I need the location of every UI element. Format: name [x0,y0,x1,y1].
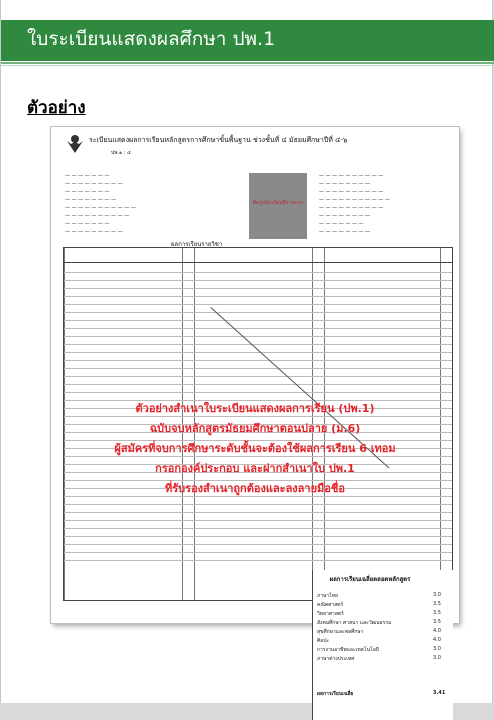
summary-row: สังคมศึกษา ศาสนา และวัฒนธรรม [317,620,392,626]
summary-row: สุขศึกษาและพลศึกษา [317,629,364,635]
header-stripe [1,58,494,61]
summary-value: 3.0 [433,655,441,661]
document-title: ระเบียนแสดงผลการเรียนหลักสูตรการศึกษาขั้นพื้นฐาน ช่วงชั้นที่ ๔ มัธยมศึกษาปีที่ ๔-๖ [89,136,348,144]
form-code: ปพ.๑ : ๔ [111,150,131,156]
photo-caption: ติดรูปนักเรียนที่ราชการ [252,200,304,206]
garuda-seal-icon [65,133,85,155]
summary-value: 4.0 [433,637,441,643]
page-title: ใบระเบียนแสดงผลศึกษา ปพ.1 [27,28,276,50]
summary-row: ภาษาไทย [317,593,338,599]
summary-value: 3.5 [433,601,441,607]
summary-value: 3.0 [433,592,441,598]
summary-box [312,570,453,720]
summary-row: วิทยาศาสตร์ [317,611,344,617]
overlay-text: ฉบับจบหลักสูตรมัธยมศึกษาตอนปลาย (ม.6) [149,422,361,435]
section-label: ตัวอย่าง [27,98,86,118]
summary-value: 3.5 [433,619,441,625]
summary-heading: ผลการเรียนเฉลี่ยตลอดหลักสูตร [329,576,411,583]
average-label: ผลการเรียนเฉลี่ย [317,691,354,697]
average-value: 3.41 [433,690,446,696]
summary-row: ภาษาต่างประเทศ [317,656,355,662]
grades-heading: ผลการเรียนรายวิชา [171,241,223,248]
overlay-text: กรอกองค์ประกอบ และฝากสำเนาใบ ปพ.1 [155,462,355,475]
summary-value: 3.5 [433,610,441,616]
summary-row: การงานอาชีพและเทคโนโลยี [317,647,379,653]
summary-value: 3.0 [433,646,441,652]
header-stripe [1,65,494,66]
summary-row: ศิลปะ [317,638,330,644]
header-stripe [1,62,494,64]
overlay-text: ผู้สมัครที่จบการศึกษาระดับชั้นจะต้องใช้ผลการเรียน 6 เทอม [114,442,396,455]
summary-value: 4.0 [433,628,441,634]
summary-row: คณิตศาสตร์ [317,602,344,608]
transcript-document-image: ระเบียนแสดงผลการเรียนหลักสูตรการศึกษาขั้นพื้นฐาน ช่วงชั้นที่ ๔ มัธยมศึกษาปีที่ ๔-๖ ปพ.๑ : ๔ — — — — — — — — — — — — — — — — — — — — — — — — — — — — — — — — — — — — — — — — — — — — — — — — — — — — — — — — — — — — — — — — — — — — — — — — — — — — — — — — — — — — — — — — — — — — — — — — — — — — — — — — — — — — — — — — — — — — — — — — — — — — — — — — — — — — — — — — — — — — ติดรูปนักเรียนที่ราชการ ผลการเรียนรายวิชา ผลการเรียนเฉลี่ยตลอดหลักสูตร ภาษาไทย คณิตศาสตร์ วิทยาศาสตร์ สังคมศึกษา ศาสนา และวัฒนธรรม สุขศึกษาและพลศึกษา ศิลปะ การงานอาชีพและเทคโนโลยี ภาษาต่างประเทศ 3.0 3.5 3.5 3.5 4.0 4.0 3.0 3.0 ผลการเรียนเฉลี่ย 3.41 ตัวอย่างสำเนาใบระเบียนแสดงผลการเรียน (ปพ.1) ฉบับจบหลักสูตรมัธยมศึกษาตอนปลาย (ม.6) ผู้สมัครที่จบการศึกษาระดับชั้นจะต้องใช้ผลการเรียน 6 เทอม กรอกองค์ประกอบ และฝากสำเนาใบ ปพ.1 ที่รับรองสำเนาถูกต้องและลงลายมือชื่อ [51,127,459,623]
overlay-text: ที่รับรองสำเนาถูกต้องและลงลายมือชื่อ [165,482,345,495]
overlay-text: ตัวอย่างสำเนาใบระเบียนแสดงผลการเรียน (ปพ.1) [135,402,375,415]
